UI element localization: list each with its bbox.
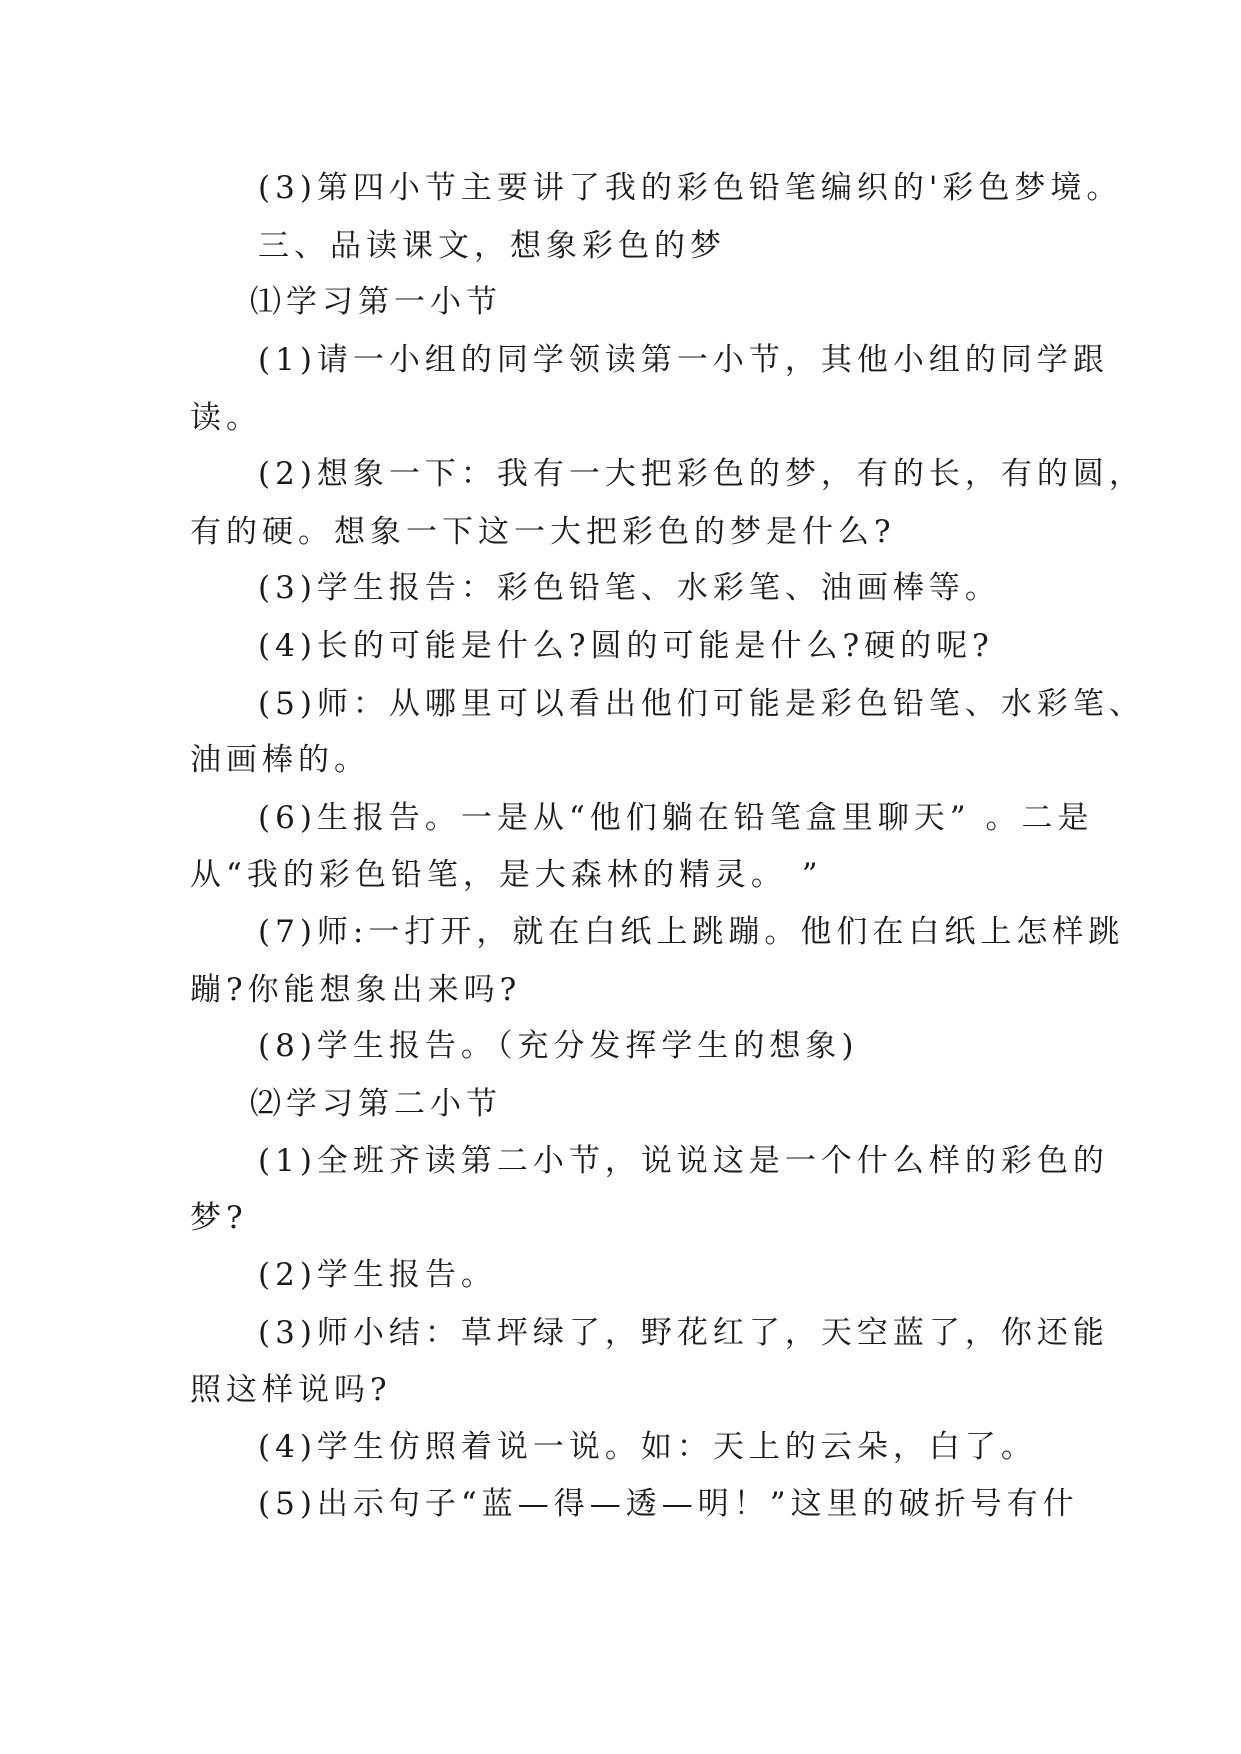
- text-line: (6)生报告。一是从“他们躺在铅笔盒里聊天” 。二是: [258, 800, 1094, 836]
- text-line: ⑴学习第一小节: [250, 284, 502, 320]
- text-line: (2)想象一下：我有一大把彩色的梦，有的长，有的圆，: [258, 456, 1145, 492]
- text-line: (3)第四小节主要讲了我的彩色铅笔编织的'彩色梦境。: [258, 170, 1123, 206]
- text-line: 照这样说吗?: [190, 1372, 392, 1408]
- text-line: 读。: [190, 400, 262, 436]
- text-line: 三、品读课文，想象彩色的梦: [258, 228, 726, 264]
- text-line: ⑵学习第二小节: [250, 1086, 502, 1122]
- text-line: (4)学生仿照着说一说。如：天上的云朵，白了。: [258, 1429, 1037, 1465]
- text-line: (2)学生报告。: [258, 1257, 497, 1293]
- text-line: (3)师小结：草坪绿了，野花红了，天空蓝了，你还能: [258, 1315, 1109, 1351]
- text-line: (3)学生报告：彩色铅笔、水彩笔、油画棒等。: [258, 570, 1001, 606]
- text-line: (7)师:一打开，就在白纸上跳蹦。他们在白纸上怎样跳: [258, 914, 1125, 950]
- text-line: 蹦?你能想象出来吗?: [190, 972, 522, 1008]
- text-line: (1)请一小组的同学领读第一小节，其他小组的同学跟: [258, 342, 1109, 378]
- text-line: 梦?: [190, 1200, 248, 1236]
- text-line: 从“我的彩色铅笔，是大森林的精灵。 ”: [190, 857, 823, 893]
- text-line: 有的硬。想象一下这一大把彩色的梦是什么?: [190, 514, 896, 550]
- text-line: 油画棒的。: [190, 742, 370, 778]
- text-line: (4)长的可能是什么?圆的可能是什么?硬的呢?: [258, 628, 994, 664]
- text-line: (8)学生报告。（充分发挥学生的想象): [258, 1028, 859, 1064]
- text-line: (5)出示句子“蓝—得—透—明！”这里的破折号有什: [258, 1486, 1079, 1522]
- text-line: (1)全班齐读第二小节，说说这是一个什么样的彩色的: [258, 1143, 1109, 1179]
- text-line: (5)师：从哪里可以看出他们可能是彩色铅笔、水彩笔、: [258, 686, 1145, 722]
